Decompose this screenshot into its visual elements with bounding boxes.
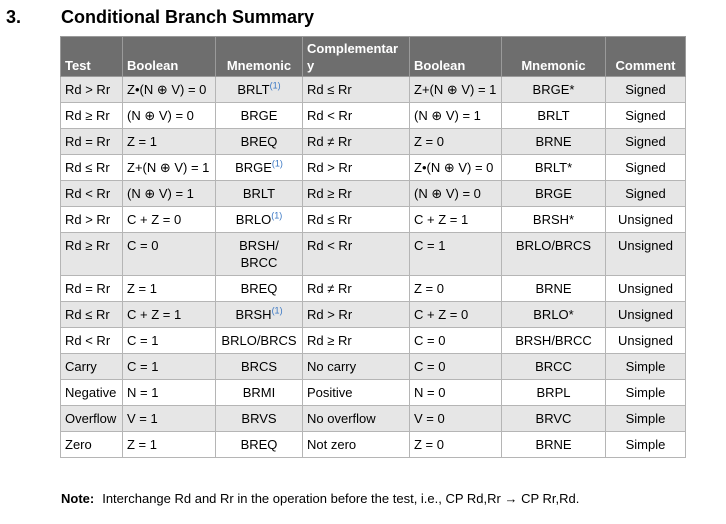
cell-boolean: [123, 328, 216, 354]
cell-boolean-complementary-text: C + Z = 0: [414, 307, 469, 322]
cell-boolean-complementary: [410, 181, 502, 207]
cell-boolean-text: (N ⊕ V) = 0: [127, 108, 194, 123]
cell-boolean-complementary-text: (N ⊕ V) = 0: [414, 186, 481, 201]
table-row: [61, 207, 686, 233]
cell-complementary-text: Rd < Rr: [307, 238, 353, 253]
table-row: [61, 406, 686, 432]
cell-boolean-text: Z•(N ⊕ V) = 0: [127, 82, 207, 97]
cell-boolean: [123, 406, 216, 432]
table-row: [61, 276, 686, 302]
note-text: Interchange Rd and Rr in the operation before the test, i.e., CP Rd,Rr → CP Rr,Rd.: [102, 491, 580, 506]
cell-comment: [606, 129, 686, 155]
cell-complementary: [303, 432, 410, 458]
cell-boolean: [123, 181, 216, 207]
cell-boolean-text: C + Z = 0: [127, 212, 182, 227]
cell-complementary-text: Rd ≠ Rr: [307, 281, 352, 296]
cell-mnemonic-text: BRMI: [242, 385, 276, 400]
cell-boolean-text: Z = 1: [127, 437, 157, 452]
cell-boolean-text: C = 0: [127, 238, 159, 253]
cell-mnemonic-text: BRCS: [240, 359, 278, 374]
cell-boolean-complementary-text: Z = 0: [414, 134, 444, 149]
cell-boolean-text: Z = 1: [127, 281, 157, 296]
cell-boolean: [123, 276, 216, 302]
section-heading: [0, 7, 726, 33]
cell-mnemonic-complementary: [502, 207, 606, 233]
footnote-reference[interactable]: (1): [271, 305, 283, 316]
cell-boolean-complementary: [410, 233, 502, 276]
cell-test-text: Carry: [65, 359, 97, 374]
table-row: [61, 432, 686, 458]
cell-boolean-complementary: [410, 302, 502, 328]
cell-mnemonic-text: BRLT: [242, 186, 276, 201]
cell-boolean: [123, 233, 216, 276]
cell-complementary-text: Not zero: [307, 437, 357, 452]
header-mnemonic-complementary: Mnemonic: [502, 37, 606, 77]
cell-boolean-complementary-text: V = 0: [414, 411, 445, 426]
cell-complementary-text: Rd ≠ Rr: [307, 134, 352, 149]
table-row: [61, 181, 686, 207]
cell-mnemonic-text: BRSH/ BRCC: [239, 238, 279, 270]
cell-test: [61, 207, 123, 233]
cell-comment-text: Unsigned: [618, 281, 673, 296]
cell-mnemonic-complementary: [502, 276, 606, 302]
cell-mnemonic-complementary: [502, 354, 606, 380]
cell-mnemonic-text: BREQ: [240, 281, 278, 296]
cell-comment: [606, 155, 686, 181]
table-row: [61, 129, 686, 155]
cell-mnemonic-text: BRLO/BRCS: [221, 333, 297, 348]
cell-comment: [606, 406, 686, 432]
cell-mnemonic-complementary-text: BRCC: [535, 359, 572, 374]
cell-mnemonic-complementary-text: BRGE: [535, 186, 572, 201]
header-comment: Comment: [606, 37, 686, 77]
cell-test: [61, 432, 123, 458]
cell-test: [61, 233, 123, 276]
cell-mnemonic-text: BRVS: [241, 411, 277, 426]
cell-comment-text: Simple: [625, 359, 666, 374]
table-row: [61, 354, 686, 380]
cell-boolean-text: N = 1: [127, 385, 159, 400]
table-header-row: [61, 37, 686, 77]
cell-complementary-text: Positive: [307, 385, 353, 400]
cell-complementary: [303, 354, 410, 380]
cell-comment: [606, 432, 686, 458]
cell-mnemonic-text: BRGE: [235, 160, 272, 175]
cell-mnemonic: [216, 406, 303, 432]
cell-comment: [606, 77, 686, 103]
cell-test: [61, 328, 123, 354]
cell-comment: [606, 103, 686, 129]
table-row: [61, 302, 686, 328]
note-label: Note:: [61, 491, 95, 506]
cell-mnemonic: [216, 276, 303, 302]
cell-mnemonic: [216, 207, 303, 233]
cell-comment: [606, 354, 686, 380]
table-row: [61, 233, 686, 276]
cell-mnemonic: [216, 380, 303, 406]
cell-comment: [606, 181, 686, 207]
cell-comment-text: Simple: [625, 385, 666, 400]
cell-complementary: [303, 207, 410, 233]
cell-complementary: [303, 103, 410, 129]
cell-boolean-complementary-text: Z = 0: [414, 281, 444, 296]
cell-test-text: Rd = Rr: [65, 134, 111, 149]
cell-boolean-complementary: [410, 129, 502, 155]
cell-complementary: [303, 406, 410, 432]
cell-boolean-text: Z = 1: [127, 134, 157, 149]
cell-test-text: Rd < Rr: [65, 333, 111, 348]
section-number: 3.: [6, 7, 22, 27]
cell-test-text: Overflow: [65, 411, 117, 426]
footnote-reference[interactable]: (1): [269, 80, 281, 91]
cell-mnemonic: [216, 354, 303, 380]
cell-mnemonic-complementary: [502, 302, 606, 328]
cell-boolean-complementary: [410, 328, 502, 354]
cell-test: [61, 129, 123, 155]
cell-boolean-text: V = 1: [127, 411, 158, 426]
cell-mnemonic: [216, 77, 303, 103]
cell-test: [61, 302, 123, 328]
cell-test: [61, 155, 123, 181]
cell-mnemonic-complementary-text: BRLT: [537, 108, 570, 123]
cell-boolean-complementary: [410, 77, 502, 103]
cell-complementary: [303, 181, 410, 207]
header-test: Test: [61, 37, 123, 77]
cell-boolean: [123, 432, 216, 458]
cell-boolean-text: C = 1: [127, 359, 159, 374]
cell-mnemonic: [216, 129, 303, 155]
cell-mnemonic-text: BREQ: [240, 134, 278, 149]
table-row: [61, 155, 686, 181]
cell-mnemonic-complementary: [502, 181, 606, 207]
cell-mnemonic-complementary-text: BRNE: [535, 437, 572, 452]
cell-comment: [606, 207, 686, 233]
cell-complementary-text: Rd ≤ Rr: [307, 82, 352, 97]
cell-mnemonic-complementary: [502, 432, 606, 458]
cell-comment-text: Unsigned: [618, 238, 673, 253]
cell-comment-text: Unsigned: [618, 212, 673, 227]
cell-test-text: Rd < Rr: [65, 186, 111, 201]
cell-mnemonic-complementary-text: BRPL: [536, 385, 571, 400]
cell-test-text: Negative: [65, 385, 117, 400]
cell-complementary: [303, 77, 410, 103]
cell-complementary: [303, 233, 410, 276]
cell-comment-text: Signed: [625, 108, 666, 123]
cell-complementary-text: Rd ≥ Rr: [307, 186, 352, 201]
cell-complementary-text: Rd ≥ Rr: [307, 333, 352, 348]
cell-test: [61, 77, 123, 103]
cell-comment-text: Simple: [625, 411, 666, 426]
header-complementary: Complementary: [303, 37, 410, 77]
cell-comment-text: Simple: [625, 437, 666, 452]
cell-test: [61, 406, 123, 432]
cell-mnemonic-complementary-text: BRLT*: [534, 160, 573, 175]
cell-test-text: Zero: [65, 437, 92, 452]
cell-mnemonic-complementary-text: BRNE: [535, 134, 572, 149]
cell-boolean: [123, 207, 216, 233]
cell-boolean-complementary-text: Z = 0: [414, 437, 444, 452]
cell-mnemonic-text: BREQ: [240, 437, 278, 452]
cell-boolean: [123, 302, 216, 328]
cell-boolean-complementary-text: C = 1: [414, 238, 446, 253]
branch-summary-table: [60, 36, 686, 458]
cell-comment-text: Unsigned: [618, 307, 673, 322]
cell-mnemonic-complementary: [502, 129, 606, 155]
cell-mnemonic-text: BRSH: [235, 307, 272, 322]
cell-comment: [606, 328, 686, 354]
cell-comment: [606, 276, 686, 302]
cell-boolean-complementary: [410, 207, 502, 233]
cell-complementary: [303, 155, 410, 181]
cell-mnemonic-text: BRLT: [237, 82, 270, 97]
cell-mnemonic: [216, 155, 303, 181]
cell-boolean-complementary: [410, 432, 502, 458]
cell-boolean: [123, 380, 216, 406]
cell-mnemonic-complementary: [502, 328, 606, 354]
cell-boolean-complementary-text: Z•(N ⊕ V) = 0: [414, 160, 494, 175]
cell-complementary-text: No carry: [307, 359, 357, 374]
cell-comment: [606, 380, 686, 406]
section-title: Conditional Branch Summary: [61, 7, 315, 27]
cell-boolean-complementary-text: Z+(N ⊕ V) = 1: [414, 82, 497, 97]
cell-mnemonic-complementary: [502, 77, 606, 103]
cell-boolean-complementary-text: C + Z = 1: [414, 212, 469, 227]
cell-mnemonic-complementary: [502, 380, 606, 406]
cell-boolean: [123, 77, 216, 103]
table-row: [61, 77, 686, 103]
footnote: [61, 491, 579, 506]
cell-test: [61, 181, 123, 207]
cell-test: [61, 103, 123, 129]
cell-test-text: Rd ≤ Rr: [65, 307, 110, 322]
cell-complementary: [303, 302, 410, 328]
cell-complementary-text: No overflow: [307, 411, 376, 426]
cell-mnemonic-complementary-text: BRLO*: [533, 307, 574, 322]
cell-test: [61, 354, 123, 380]
footnote-reference[interactable]: (1): [271, 210, 283, 221]
cell-complementary: [303, 328, 410, 354]
cell-test: [61, 380, 123, 406]
cell-boolean-complementary: [410, 354, 502, 380]
cell-test-text: Rd = Rr: [65, 281, 111, 296]
cell-boolean-complementary-text: C = 0: [414, 359, 446, 374]
cell-mnemonic: [216, 233, 303, 276]
cell-boolean-text: C = 1: [127, 333, 159, 348]
cell-mnemonic-complementary-text: BRVC: [535, 411, 572, 426]
cell-boolean-complementary: [410, 276, 502, 302]
cell-boolean: [123, 155, 216, 181]
cell-mnemonic-complementary: [502, 233, 606, 276]
cell-comment-text: Signed: [625, 82, 666, 97]
cell-boolean-complementary-text: N = 0: [414, 385, 446, 400]
cell-boolean-complementary: [410, 406, 502, 432]
cell-comment-text: Unsigned: [618, 333, 673, 348]
cell-test-text: Rd ≤ Rr: [65, 160, 110, 175]
cell-comment: [606, 233, 686, 276]
cell-boolean-text: C + Z = 1: [127, 307, 182, 322]
table-row: [61, 380, 686, 406]
cell-complementary: [303, 276, 410, 302]
cell-test-text: Rd > Rr: [65, 82, 111, 97]
cell-test-text: Rd ≥ Rr: [65, 238, 110, 253]
cell-comment-text: Signed: [625, 134, 666, 149]
cell-complementary: [303, 129, 410, 155]
cell-comment: [606, 302, 686, 328]
header-mnemonic: Mnemonic: [216, 37, 303, 77]
cell-complementary-text: Rd > Rr: [307, 160, 353, 175]
cell-complementary-text: Rd ≤ Rr: [307, 212, 352, 227]
cell-boolean: [123, 103, 216, 129]
cell-boolean-complementary: [410, 103, 502, 129]
cell-mnemonic-complementary-text: BRSH*: [532, 212, 575, 227]
cell-mnemonic-complementary-text: BRSH/BRCC: [515, 333, 592, 348]
cell-comment-text: Signed: [625, 160, 666, 175]
cell-boolean-complementary: [410, 155, 502, 181]
cell-mnemonic-complementary: [502, 406, 606, 432]
cell-boolean-complementary-text: C = 0: [414, 333, 446, 348]
cell-mnemonic: [216, 302, 303, 328]
cell-mnemonic: [216, 181, 303, 207]
cell-mnemonic-complementary-text: BRGE*: [532, 82, 575, 97]
header-boolean: Boolean: [123, 37, 216, 77]
cell-comment-text: Signed: [625, 186, 666, 201]
cell-boolean: [123, 129, 216, 155]
cell-boolean-complementary-text: (N ⊕ V) = 1: [414, 108, 481, 123]
cell-mnemonic-complementary: [502, 155, 606, 181]
cell-mnemonic-complementary-text: BRNE: [535, 281, 572, 296]
cell-boolean-complementary: [410, 380, 502, 406]
cell-complementary-text: Rd < Rr: [307, 108, 353, 123]
header-boolean-complementary: Boolean: [410, 37, 502, 77]
cell-test-text: Rd ≥ Rr: [65, 108, 110, 123]
cell-mnemonic-complementary-text: BRLO/BRCS: [515, 238, 592, 253]
cell-test: [61, 276, 123, 302]
cell-boolean-text: Z+(N ⊕ V) = 1: [127, 160, 210, 175]
cell-boolean-text: (N ⊕ V) = 1: [127, 186, 194, 201]
cell-complementary: [303, 380, 410, 406]
table-row: [61, 103, 686, 129]
cell-mnemonic-text: BRGE: [240, 108, 278, 123]
table-row: [61, 328, 686, 354]
cell-mnemonic: [216, 432, 303, 458]
cell-mnemonic: [216, 103, 303, 129]
cell-test-text: Rd > Rr: [65, 212, 111, 227]
cell-complementary-text: Rd > Rr: [307, 307, 353, 322]
cell-mnemonic: [216, 328, 303, 354]
cell-boolean: [123, 354, 216, 380]
cell-mnemonic-complementary: [502, 103, 606, 129]
cell-mnemonic-text: BRLO: [235, 212, 272, 227]
footnote-reference[interactable]: (1): [271, 158, 283, 169]
